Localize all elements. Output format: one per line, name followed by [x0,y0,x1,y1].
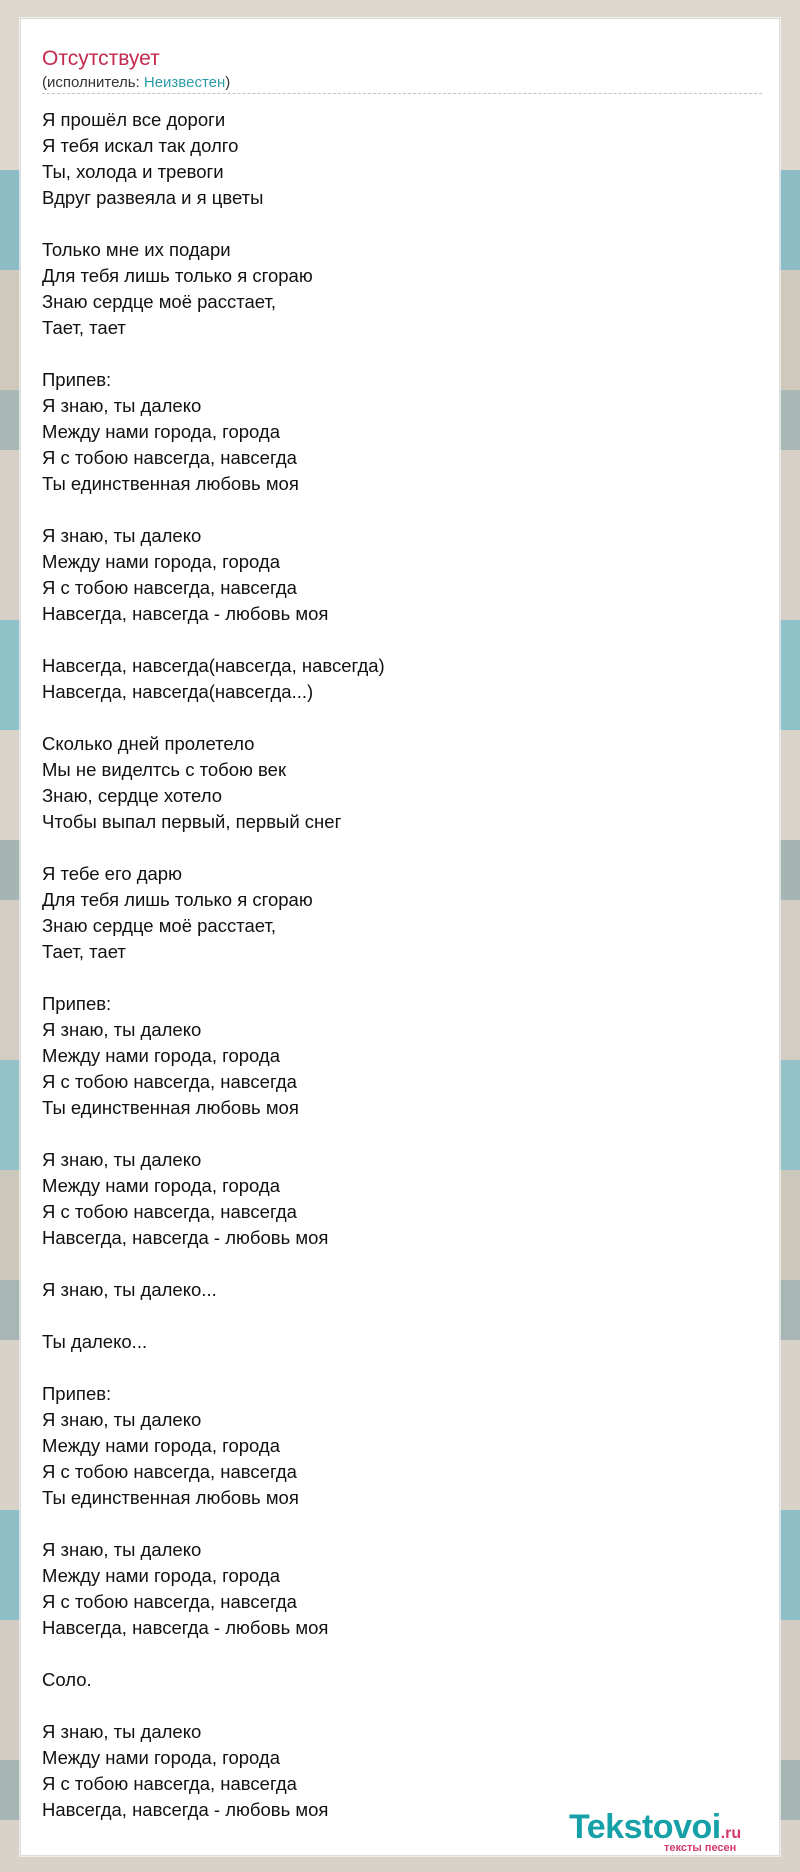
lyric-line: Навсегда, навсегда - любовь моя [42,603,329,624]
header-divider [42,93,762,94]
lyric-line: Я с тобою навсегда, навсегда [42,577,297,598]
lyric-line: Для тебя лишь только я сгораю [42,889,313,910]
artist-link[interactable]: Неизвестен [143,74,226,91]
lyric-line: Между нами города, города [42,1045,281,1066]
lyric-line: Навсегда, навсегда - любовь моя [42,1617,329,1638]
song-title: Отсутствует [42,47,160,70]
lyric-line: Я знаю, ты далеко [42,1721,202,1742]
stanza-gap [42,627,762,653]
artist-prefix: (исполнитель: [42,74,144,91]
lyric-line: Я тебе его дарю [42,863,182,884]
lyric-line: Я с тобою навсегда, навсегда [42,447,297,468]
lyric-line: Навсегда, навсегда(навсегда...) [42,681,314,702]
lyric-line: Ты единственная любовь моя [42,473,299,494]
lyric-line: Я с тобою навсегда, навсегда [42,1071,297,1092]
stanza-gap [42,1641,762,1667]
lyric-line: Я с тобою навсегда, навсегда [42,1461,297,1482]
lyric-line: Между нами города, города [42,1747,281,1768]
stanza-gap [42,1511,762,1537]
stanza-gap [42,1303,762,1329]
lyric-line: Для тебя лишь только я сгораю [42,265,313,286]
lyric-line: Чтобы выпал первый, первый снег [42,811,342,832]
lyric-line: Припев: [42,993,112,1014]
lyric-line: Я знаю, ты далеко... [42,1279,217,1300]
lyric-line: Знаю сердце моё расстает, [42,291,277,312]
lyric-line: Мы не виделтсь с тобою век [42,759,287,780]
lyric-line: Знаю, сердце хотело [42,785,223,806]
logo-tld: .ru [720,1825,742,1842]
lyric-line: Между нами города, города [42,1175,281,1196]
stanza-gap [42,1693,762,1719]
logo-name: Tekstovoi [569,1808,721,1846]
lyric-line: Ты, холода и тревоги [42,161,224,182]
lyric-line: Только мне их подари [42,239,231,260]
lyric-line: Я прошёл все дороги [42,109,226,130]
lyric-line: Я тебя искал так долго [42,135,239,156]
lyric-line: Я знаю, ты далеко [42,1149,202,1170]
lyric-line: Навсегда, навсегда(навсегда, навсегда) [42,655,385,676]
site-logo[interactable] [569,1808,769,1854]
lyric-line: Я знаю, ты далеко [42,525,202,546]
lyric-line: Между нами города, города [42,551,281,572]
lyric-line: Тает, тает [42,941,126,962]
lyric-line: Вдруг развеяла и я цветы [42,187,264,208]
lyrics-text [42,107,762,1823]
lyric-line: Я с тобою навсегда, навсегда [42,1201,297,1222]
stanza-gap [42,497,762,523]
lyric-line: Сколько дней пролетело [42,733,255,754]
lyric-line: Между нами города, города [42,1435,281,1456]
lyric-line: Я знаю, ты далеко [42,1539,202,1560]
stanza-gap [42,1355,762,1381]
logo-tagline: тексты песен [664,1842,737,1854]
lyric-line: Тает, тает [42,317,126,338]
lyric-line: Я знаю, ты далеко [42,395,202,416]
stanza-gap [42,341,762,367]
lyric-line: Я с тобою навсегда, навсегда [42,1773,297,1794]
artist-line [42,73,230,93]
lyric-line: Припев: [42,369,112,390]
lyric-line: Ты единственная любовь моя [42,1097,299,1118]
lyric-line: Навсегда, навсегда - любовь моя [42,1227,329,1248]
lyric-line: Ты единственная любовь моя [42,1487,299,1508]
stanza-gap [42,1251,762,1277]
stanza-gap [42,211,762,237]
stanza-gap [42,705,762,731]
artist-suffix: ) [225,74,231,91]
lyric-line: Навсегда, навсегда - любовь моя [42,1799,329,1820]
stanza-gap [42,1121,762,1147]
lyric-line: Ты далеко... [42,1331,148,1352]
lyric-line: Припев: [42,1383,112,1404]
lyric-line: Я с тобою навсегда, навсегда [42,1591,297,1612]
lyric-line: Соло. [42,1669,92,1690]
lyric-line: Между нами города, города [42,1565,281,1586]
lyric-line: Я знаю, ты далеко [42,1019,202,1040]
stanza-gap [42,835,762,861]
lyric-line: Между нами города, города [42,421,281,442]
lyric-line: Знаю сердце моё расстает, [42,915,277,936]
lyric-line: Я знаю, ты далеко [42,1409,202,1430]
lyrics-card [20,18,780,1856]
stanza-gap [42,965,762,991]
